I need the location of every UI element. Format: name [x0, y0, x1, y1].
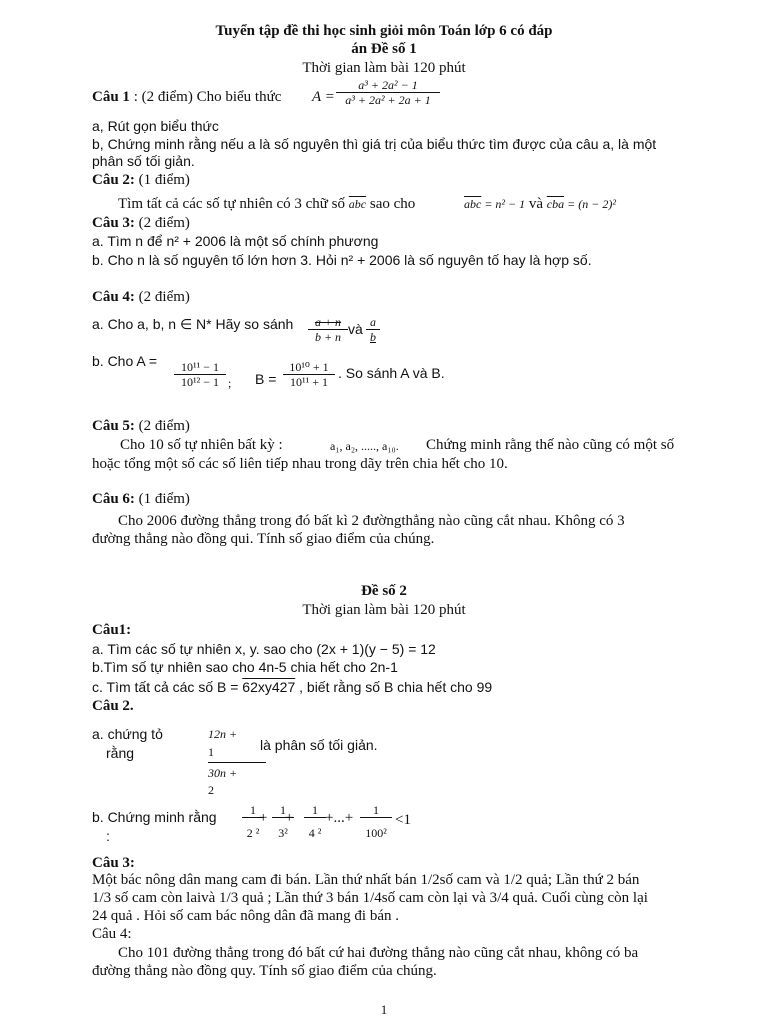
c2-t2-num: 1	[272, 803, 294, 818]
q2-eq1-lhs: $\overline{abc}$	[464, 197, 482, 211]
q6-label: Câu 6:	[92, 491, 135, 507]
c2-t1-den: 2 ²	[246, 826, 260, 840]
q4-f2-den: b	[370, 330, 376, 344]
c2-a-line2: rằng	[106, 745, 135, 761]
q4-f2-num: a	[366, 315, 380, 330]
c1-b: b.Tìm số tự nhiên sao cho 4n-5 chia hết cho 2n-1	[92, 659, 398, 675]
c2-fraction-bar	[208, 762, 266, 763]
q4-label: Câu 4:	[92, 289, 135, 305]
q3-a: a. Tìm n để n² + 2006 là một số chính phương	[92, 233, 379, 249]
c1-c-post: , biết rằng số B chia hết cho 99	[295, 679, 493, 695]
c2-dots: +...+	[325, 810, 354, 826]
q5-l1a: Cho 10 số tự nhiên bất kỳ :	[120, 437, 283, 453]
q2-equations	[464, 195, 616, 213]
c2-less-than: <1	[395, 812, 411, 828]
time-limit-1: Thời gian làm bài 120 phút	[302, 60, 466, 76]
c2-t3-den: 4 ²	[308, 826, 322, 840]
c2-label: Câu 2.	[92, 698, 134, 714]
c2-b-line2: :	[106, 828, 110, 844]
q4-B: B =	[255, 371, 277, 387]
q4-A-den: 10¹² − 1	[181, 375, 219, 389]
c1-c-line	[92, 678, 492, 696]
c2-t4-num: 1	[360, 803, 392, 818]
q4-A-num: 10¹¹ − 1	[174, 360, 226, 375]
c3-line2: 1/3 số cam còn laivà 1/3 quả ; Lần thứ 3 bán 1/4số cam còn lại và 3/4 quả. Cuối cùng còn lại	[92, 890, 648, 906]
q4-comma: ;	[228, 376, 232, 390]
c2-plus-1: +	[259, 810, 268, 826]
c1-c-pre: c. Tìm tất cả các số B =	[92, 679, 243, 695]
page-number: 1	[380, 1002, 388, 1017]
c2-term-4	[360, 803, 392, 840]
c2-den-2: 2	[208, 783, 214, 797]
q1-denominator: a³ + 2a² + 2a + 1	[345, 93, 431, 107]
c3-line1: Một bác nông dân mang cam đi bán. Lần thứ nhất bán 1/2số cam và 1/2 quả; Lần thứ 2 bán	[92, 872, 640, 888]
q6-points: (1 điểm)	[134, 491, 190, 507]
q2-text: Tìm tất cả các số tự nhiên có 3 chữ số	[118, 196, 349, 212]
q4-B-den: 10¹¹ + 1	[290, 375, 328, 389]
q2-mid: sao cho	[366, 196, 416, 212]
c2-t1-num: 1	[242, 803, 264, 818]
c2-t3-num: 1	[304, 803, 326, 818]
q4-A-fraction	[174, 360, 226, 389]
c2-term-3	[304, 803, 326, 840]
q3-heading	[92, 214, 190, 232]
q1-text: : (2 điểm) Cho biểu thức	[129, 89, 282, 105]
c3-line3: 24 quả . Hỏi số cam bác nông dân đã mang đi bán .	[92, 908, 400, 924]
q6-line1: Cho 2006 đường thẳng trong đó bất kì 2 đườngthẳng nào cũng cắt nhau. Không có 3	[118, 513, 625, 529]
q4-fraction-1	[308, 315, 348, 344]
q2-eq2-lhs: $\overline{cba}$	[546, 197, 565, 211]
q2-abc: $\overline{abc}$	[348, 197, 367, 211]
c2-a-tail: là phân số tối giản.	[260, 737, 378, 753]
q5-sequence: a₁, a₂, ....., a₁₀.	[330, 439, 399, 453]
c1-label: Câu1:	[92, 622, 132, 638]
q4-B-fraction	[283, 360, 335, 389]
c1-c-number: 62xy427	[242, 679, 296, 695]
q4-f1-den: b + n	[314, 330, 342, 344]
c2-b-line1: b. Chứng minh rằng	[92, 809, 217, 825]
c4-line2: đường thẳng nào đồng quy. Tính số giao điểm của chúng.	[92, 963, 437, 979]
q4-f1-num: a + n	[308, 315, 348, 330]
q4-heading	[92, 288, 190, 306]
q1-A: A =	[312, 89, 335, 105]
q2-eq1-rhs: = n² − 1	[481, 197, 526, 211]
q2-text-line	[118, 195, 415, 213]
c2-den-1: 30n +	[208, 766, 238, 780]
q4-a: a. Cho a, b, n ∈ N* Hãy so sánh	[92, 316, 294, 332]
exam2-time: Thời gian làm bài 120 phút	[302, 602, 466, 618]
q1-a: a, Rút gọn biểu thức	[92, 118, 219, 134]
q5-l1b: Chứng minh rằng thế nào cũng có một số	[426, 437, 675, 453]
q4-and: và	[348, 321, 363, 337]
c3-label: Câu 3:	[92, 855, 135, 871]
q5-line1	[120, 436, 283, 454]
c2-num-1: 12n +	[208, 727, 238, 741]
doc-title-line2: án Đề số 1	[351, 41, 417, 57]
q4-points: (2 điểm)	[134, 289, 190, 305]
c1-a: a. Tìm các số tự nhiên x, y. sao cho (2x + 1)(y − 5) = 12	[92, 641, 436, 657]
c4-label: Câu 4:	[92, 926, 132, 942]
c2-t2-den: 3²	[278, 826, 288, 840]
q5-line2: hoặc tổng một số các số liên tiếp nhau trong dãy trên chia hết cho 10.	[92, 456, 508, 472]
q4-fraction-2	[366, 315, 380, 344]
q4-b-tail: . So sánh A và B.	[338, 365, 445, 381]
q4-b-label: b. Cho A =	[92, 353, 157, 369]
q3-b: b. Cho n là số nguyên tố lớn hơn 3. Hỏi n² + 2006 là số nguyên tố hay là hợp số.	[92, 252, 592, 268]
q1-fraction	[336, 78, 440, 107]
c4-line1: Cho 101 đường thẳng trong đó bất cứ hai đường thẳng nào cũng cắt nhau, không có ba	[118, 945, 639, 961]
c2-plus-2: +	[285, 810, 294, 826]
q1-label: Câu 1	[92, 89, 130, 105]
c2-a-line1: a. chứng tỏ	[92, 726, 163, 742]
q2-heading	[92, 171, 190, 189]
q2-and: và	[525, 196, 547, 212]
q3-points: (2 điểm)	[134, 215, 190, 231]
q6-line2: đường thẳng nào đồng qui. Tính số giao điểm của chúng.	[92, 531, 435, 547]
q6-heading	[92, 490, 190, 508]
q2-points: (1 điểm)	[134, 172, 190, 188]
exam2-title: Đề số 2	[361, 583, 407, 599]
q3-label: Câu 3:	[92, 215, 135, 231]
q5-heading	[92, 417, 190, 435]
q1-numerator: a³ + 2a² − 1	[336, 78, 440, 93]
q4-B-num: 10¹⁰ + 1	[283, 360, 335, 375]
q2-eq2-rhs: = (n − 2)²	[564, 197, 616, 211]
c2-t4-den: 100²	[365, 826, 387, 840]
q5-label: Câu 5:	[92, 418, 135, 434]
q5-points: (2 điểm)	[134, 418, 190, 434]
doc-title-line1: Tuyển tập đề thi học sinh giỏi môn Toán lớp 6 có đáp	[215, 23, 553, 39]
q1-line	[92, 88, 281, 106]
q2-label: Câu 2:	[92, 172, 135, 188]
c2-num-2: 1	[208, 745, 214, 759]
q1-b-line2: phân số tối giản.	[92, 153, 195, 169]
q1-b-line1: b, Chứng minh rằng nếu a là số nguyên thì giá trị của biểu thức tìm được của câu a, là một	[92, 136, 657, 152]
